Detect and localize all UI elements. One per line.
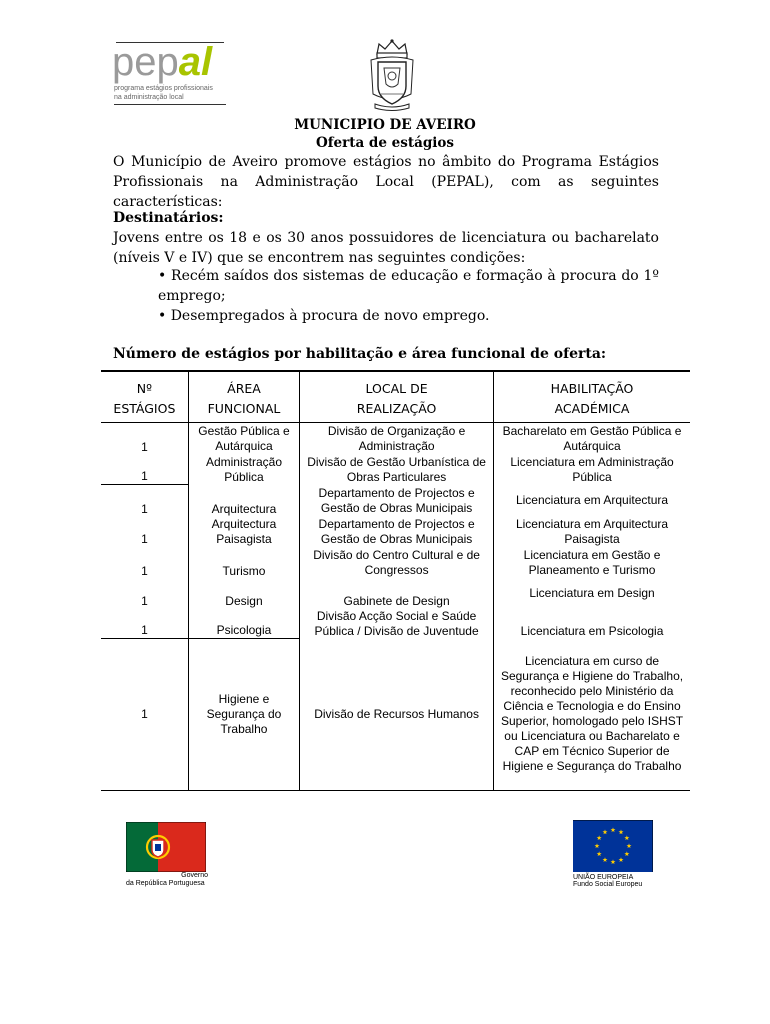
eu-logo-text	[573, 874, 642, 888]
cell-area: Design	[188, 579, 299, 609]
intro-paragraph: O Município de Aveiro promove estágios no âmbito do Programa Estágios Profissionais na Administração Local (PEPAL), com as seguintes características:	[113, 154, 659, 210]
gov-logo-line2: da República Portuguesa	[126, 880, 205, 887]
cell-local: Divisão de Organização e Administração	[300, 423, 494, 455]
cell-hab: Licenciatura em Gestão e Planeamento e Turismo	[494, 547, 690, 579]
cell-local: Departamento de Projectos e Gestão de Obras Municipais	[300, 485, 494, 517]
eu-flag-icon	[573, 820, 653, 872]
cell-area: Turismo	[188, 547, 299, 579]
table-row	[101, 517, 690, 547]
cell-num: 1	[101, 485, 188, 517]
pepal-subtitle	[114, 84, 213, 102]
cell-hab: Licenciatura em Psicologia	[494, 609, 690, 639]
cell-local: Divisão de Recursos Humanos	[300, 639, 494, 791]
pepal-word-accent: al	[178, 40, 213, 84]
table-row	[101, 609, 690, 639]
destinatarios-heading: Destinatários:	[113, 210, 224, 226]
cell-num: 1	[141, 623, 148, 637]
cell-area: Higiene e Segurança do Trabalho	[188, 639, 299, 791]
header-area-funcional: ÁREA FUNCIONAL	[188, 371, 299, 423]
cell-hab: Licenciatura em Arquitectura	[494, 485, 690, 517]
pepal-wordmark	[112, 40, 212, 84]
logo-rule-bottom	[114, 104, 226, 105]
pepal-subtitle-line2: na administração local	[114, 94, 184, 101]
cell-area: Psicologia	[188, 609, 299, 639]
table-row	[101, 423, 690, 455]
pepal-logo	[112, 40, 228, 106]
cell-num: 1	[141, 439, 148, 454]
cell-local: Divisão do Centro Cultural e de Congressos	[300, 547, 494, 579]
cell-hab: Licenciatura em Design	[494, 579, 690, 609]
document-title: MUNICIPIO DE AVEIRO	[294, 117, 476, 133]
table-row	[101, 455, 690, 485]
cell-local: Gabinete de Design	[300, 579, 494, 609]
header-num-estagios: Nº ESTÁGIOS	[101, 371, 188, 423]
cell-hab: Licenciatura em Arquitectura Paisagista	[494, 517, 690, 547]
cell-local: Departamento de Projectos e Gestão de Obras Municipais	[300, 517, 494, 547]
header-habilitacao: HABILITAÇÃO ACADÉMICA	[494, 371, 690, 423]
cell-local: Divisão Acção Social e Saúde Pública / Divisão de Juventude	[300, 609, 494, 639]
bullet-item: • Recém saídos dos sistemas de educação e formação à procura do 1º emprego;	[158, 268, 659, 304]
pepal-subtitle-line1: programa estágios profissionais	[114, 85, 213, 92]
header-local-realizacao: LOCAL DE REALIZAÇÃO	[300, 371, 494, 423]
cell-hab: Licenciatura em Administração Pública	[494, 455, 690, 485]
cell-hab: Bacharelato em Gestão Pública e Autárquica	[494, 423, 690, 455]
eu-logo	[573, 820, 655, 886]
destinatarios-text: Jovens entre os 18 e os 30 anos possuidores de licenciatura ou bacharelato (níveis V e IV) que se encontrem nas seguintes condições:	[113, 230, 659, 266]
pepal-word-main: pep	[112, 40, 179, 84]
cell-area: Gestão Pública e Autárquica	[188, 423, 299, 455]
cell-local: Divisão de Gestão Urbanística de Obras Particulares	[300, 455, 494, 485]
cell-num: 1	[101, 639, 188, 791]
coat-of-arms-icon	[365, 38, 419, 112]
cell-hab: Licenciatura em curso de Segurança e Higiene do Trabalho, reconhecido pelo Ministério da Ciência e Tecnologia e do Ensino Superior, homologado pelo ISHST ou Licenciatura ou Bacharelato e CAP em Técnico Superior de Higiene e Segurança do Trabalho	[494, 639, 690, 791]
cell-area: Arquitectura Paisagista	[188, 517, 299, 547]
table-row	[101, 639, 690, 791]
internships-table	[101, 370, 690, 791]
eu-logo-line1: UNIÃO EUROPEIA	[573, 874, 634, 881]
portuguese-flag-icon	[126, 822, 206, 872]
cell-area: Arquitectura	[188, 485, 299, 517]
table-row	[101, 579, 690, 609]
bullet-item: • Desempregados à procura de novo emprego.	[158, 308, 490, 324]
table-row	[101, 485, 690, 517]
gov-logo-line1: Governo	[181, 872, 208, 879]
document-subtitle: Oferta de estágios	[315, 135, 455, 151]
cell-num: 1	[141, 593, 148, 608]
cell-area: Administração Pública	[188, 455, 299, 485]
table-row	[101, 547, 690, 579]
table-heading: Número de estágios por habilitação e área funcional de oferta:	[113, 346, 607, 362]
cell-num: 1	[141, 563, 148, 578]
table-header-row	[101, 371, 690, 423]
eu-logo-line2: Fundo Social Europeu	[573, 881, 643, 888]
cell-num: 1	[141, 469, 148, 483]
cell-num: 1	[141, 531, 148, 546]
government-logo	[126, 822, 210, 890]
